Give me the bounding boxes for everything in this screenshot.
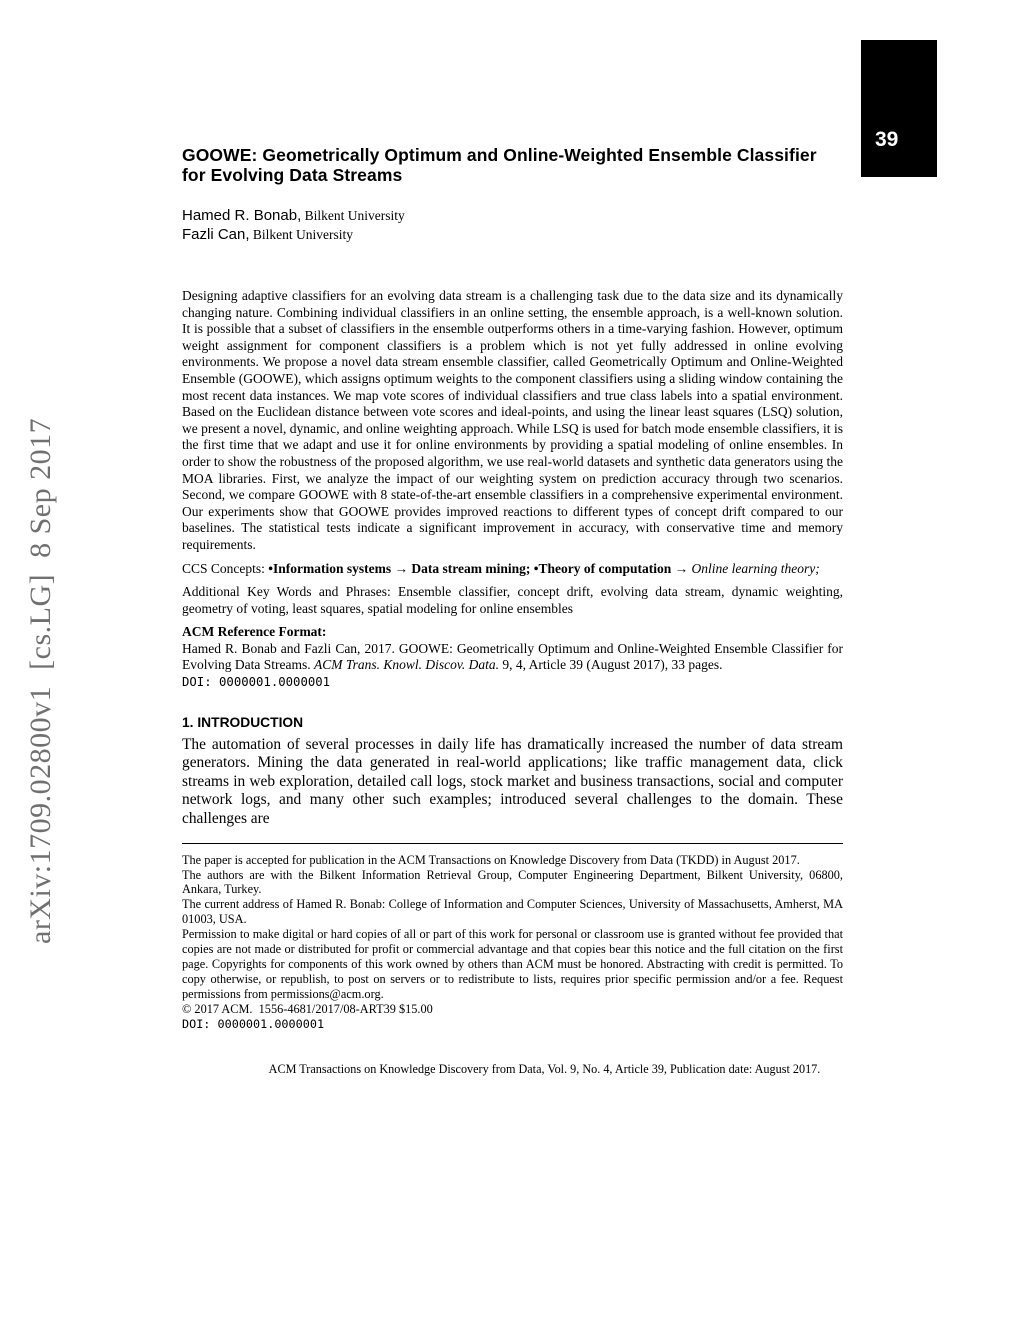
- footnote-acceptance: The paper is accepted for publication in the ACM Transactions on Knowledge Discovery from Data (TKDD) in August 2017.: [182, 852, 800, 867]
- arrow-icon: →: [394, 560, 408, 576]
- ccs-label: CCS Concepts:: [182, 560, 265, 576]
- author-name: Hamed R. Bonab,: [182, 207, 302, 224]
- footnote-rule: [182, 843, 843, 844]
- author-block: [182, 206, 843, 244]
- acm-reference-heading: ACM Reference Format:: [182, 624, 327, 640]
- arxiv-watermark: [16, 352, 68, 944]
- author-line: [182, 206, 843, 225]
- keywords-paragraph: Additional Key Words and Phrases: Ensemble classifier, concept drift, evolving data stream, dynamic weighting, geometry of voting, least squares, spatial modeling for online ensembles: [182, 584, 843, 616]
- author-name: Fazli Can,: [182, 226, 250, 243]
- author-affiliation: Bilkent University: [249, 227, 354, 242]
- paper-title: GOOWE: Geometrically Optimum and Online-Weighted Ensemble Classifier for Evolving Data Streams: [182, 145, 817, 185]
- footnote-authors-address: The authors are with the Bilkent Information Retrieval Group, Computer Engineering Department, Bilkent University, 06800, Ankara, Turkey.: [182, 867, 843, 897]
- arrow-icon: →: [674, 560, 689, 576]
- ccs-concept-2: •Theory of computation: [533, 560, 672, 576]
- journal-name: ACM Trans. Knowl. Discov. Data.: [313, 657, 499, 673]
- content-column: [182, 145, 843, 1077]
- running-footer: ACM Transactions on Knowledge Discovery from Data, Vol. 9, No. 4, Article 39, Publication date: August 2017.: [268, 1061, 821, 1076]
- ccs-concept-1: •Information systems: [268, 560, 392, 576]
- ccs-concepts: [182, 561, 843, 578]
- doi-line: DOI: 0000001.0000001: [182, 675, 331, 690]
- citation-text: 9, 4, Article 39 (August 2017), 33 pages.: [499, 657, 723, 673]
- ccs-topic-1: Data stream mining;: [411, 560, 531, 576]
- citation-text: Hamed R. Bonab and Fazli Can, 2017. GOOWE: Geometrically Optimum and Online-Weighted Ensemble Classifier for Evolving Data Streams.: [182, 640, 843, 673]
- author-affiliation: Bilkent University: [301, 208, 405, 223]
- section-heading-introduction: 1. INTRODUCTION: [182, 714, 304, 730]
- acm-reference-citation: [182, 641, 843, 674]
- abstract-paragraph: Designing adaptive classifiers for an evolving data stream is a challenging task due to the data size and its dynamically changing nature. Combining individual classifiers in an online setting, the ensemble approach, is a well-known solution. It is possible that a subset of classifiers in the ensemble outperforms others in a time-varying fashion. However, optimum weight assignment for component classifiers is a problem which is not yet fully addressed in online evolving environments. We propose a novel data stream ensemble classifier, called Geometrically Optimum and Online-Weighted Ensemble (GOOWE), which assigns optimum weights to the component classifiers using a sliding window containing the most recent data instances. We map vote scores of individual classifiers and true class labels into a spatial environment. Based on the Euclidean distance between vote scores and ideal-points, and using the linear least squares (LSQ) solution, we present a novel, dynamic, and online weighting approach. While LSQ is used for batch mode ensemble classifiers, it is the first time that we adapt and use it for online environments by providing a spatial modeling of online ensembles. In order to show the robustness of the proposed algorithm, we use real-world datasets and synthetic data generators using the MOA libraries. First, we analyze the impact of our weighting system on prediction accuracy through two scenarios. Second, we compare GOOWE with 8 state-of-the-art ensemble classifiers in a comprehensive experimental environment. Our experiments show that GOOWE provides improved reactions to different types of concept drift compared to our baselines. The statistical tests indicate a significant improvement in accuracy, with conservative time and memory requirements.: [182, 288, 843, 552]
- article-number-box: 39: [861, 40, 937, 177]
- intro-paragraph: The automation of several processes in daily life has dramatically increased the number of data stream generators. Mining the data generated in real-world applications; like traffic management data, click streams in web exploration, detailed call logs, stock market and business transactions, social and computer network logs, and many other such examples; introduced several challenges to the domain. These challenges are: [182, 735, 843, 828]
- footnote-copyright: © 2017 ACM. 1556-4681/2017/08-ART39 $15.00: [182, 1001, 433, 1016]
- footnote-block: [182, 853, 843, 1032]
- ccs-topic-2: Online learning theory;: [691, 560, 820, 576]
- footnote-current-address: The current address of Hamed R. Bonab: College of Information and Computer Sciences, University of Massachusetts, Amherst, MA 01003, USA.: [182, 897, 843, 927]
- footnote-permissions: Permission to make digital or hard copies of all or part of this work for personal or classroom use is granted without fee provided that copies are not made or distributed for profit or commercial advantage and that copies bear this notice and the full citation on the first page. Copyrights for components of this work owned by others than ACM must be honored. Abstracting with credit is permitted. To copy otherwise, or republish, to post on servers or to redistribute to lists, requires prior specific permission and/or a fee. Request permissions from permissions@acm.org.: [182, 927, 843, 1001]
- author-line: [182, 225, 843, 244]
- acm-reference-block: [182, 624, 843, 690]
- footnote-doi: DOI: 0000001.0000001: [182, 1016, 325, 1031]
- arxiv-banner-text: arXiv:1709.02800v1 [cs.LG] 8 Sep 2017: [24, 417, 57, 944]
